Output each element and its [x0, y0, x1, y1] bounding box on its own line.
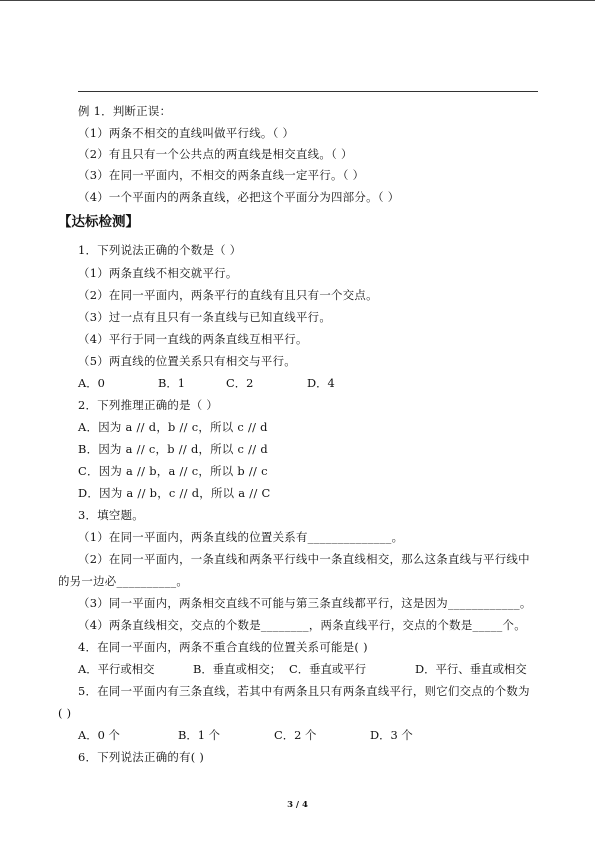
q2-option-d: D．因为 a // b，c // d，所以 a // C: [78, 486, 271, 500]
q1-option-a: A．0: [78, 376, 105, 390]
q3-line-2: （2）在同一平面内，一条直线和两条平行线中一条直线相交，那么这条直线与平行线中: [78, 552, 530, 566]
example-item-2: （2）有且只有一个公共点的两直线是相交直线。（ ）: [78, 147, 353, 161]
q2-stem: 2．下列推理正确的是（ ）: [78, 398, 219, 412]
q2-option-c: C．因为 a // b，a // c，所以 b // c: [78, 464, 268, 478]
q2-option-b: B．因为 a // c，b // d，所以 c // d: [78, 442, 268, 456]
page-top-border: [0, 0, 595, 1]
q4-stem: 4．在同一平面内，两条不重合直线的位置关系可能是( ): [78, 640, 368, 654]
q3-line-1: （1）在同一平面内，两条直线的位置关系有______________。: [78, 530, 404, 544]
q6-stem: 6．下列说法正确的有( ): [78, 750, 205, 764]
example-title: 例 1．判断正误：: [78, 104, 172, 118]
q1-item-5: （5）两直线的位置关系只有相交与平行。: [78, 354, 296, 368]
q5-option-c: C．2 个: [274, 728, 317, 742]
section-heading: 【达标检测】: [58, 214, 139, 230]
q1-option-d: D．4: [307, 376, 335, 390]
q2-option-a: A．因为 a // d，b // c，所以 c // d: [78, 420, 268, 434]
q4-option-b: B．垂直或相交；: [193, 662, 282, 676]
q5-option-d: D．3 个: [370, 728, 413, 742]
q1-option-b: B．1: [158, 376, 186, 390]
q1-item-3: （3）过一点有且只有一条直线与已知直线平行。: [78, 310, 332, 324]
q3-stem: 3．填空题。: [78, 508, 145, 522]
q3-line-4: （4）两条直线相交，交点的个数是________，两条直线平行，交点的个数是_____个。: [78, 618, 526, 632]
example-item-3: （3）在同一平面内，不相交的两条直线一定平行。（ ）: [78, 168, 365, 182]
q4-option-d: D．平行、垂直或相交: [415, 662, 527, 676]
example-item-1: （1）两条不相交的直线叫做平行线。（ ）: [78, 126, 295, 140]
q5-stem: 5．在同一平面内有三条直线，若其中有两条且只有两条直线平行，则它们交点的个数为: [78, 684, 530, 698]
q3-line-3: （3）同一平面内，两条相交直线不可能与第三条直线都平行，这是因为____________。: [78, 596, 532, 610]
q3-line-2-cont: 的另一边必__________。: [58, 574, 189, 588]
q4-option-a: A．平行或相交: [78, 662, 155, 676]
q1-item-1: （1）两条直线不相交就平行。: [78, 266, 238, 280]
q1-item-2: （2）在同一平面内，两条平行的直线有且只有一个交点。: [78, 288, 378, 302]
example-item-4: （4）一个平面内的两条直线，必把这个平面分为四部分。（ ）: [78, 190, 400, 204]
q5-option-b: B．1 个: [178, 728, 221, 742]
q1-stem: 1．下列说法正确的个数是（ ）: [78, 243, 242, 257]
q1-option-c: C．2: [226, 376, 254, 390]
header-rule: [78, 91, 538, 92]
q4-option-c: C．垂直或平行: [289, 662, 367, 676]
q5-option-a: A．0 个: [78, 728, 120, 742]
page-number: 3 / 4: [287, 800, 308, 810]
q1-item-4: （4）平行于同一直线的两条直线互相平行。: [78, 332, 308, 346]
q5-stem-cont: ( ): [58, 706, 72, 720]
